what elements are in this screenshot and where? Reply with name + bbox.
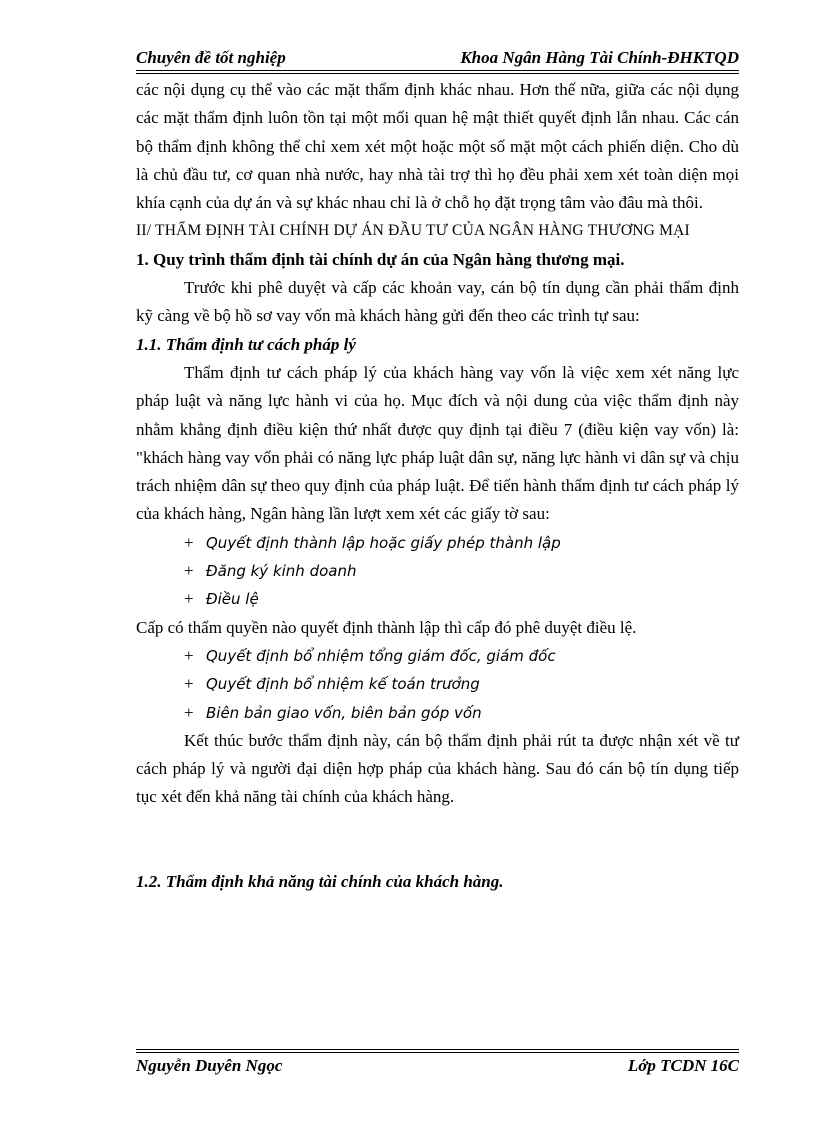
list-item-text: Biên bản giao vốn, biên bản góp vốn — [206, 703, 482, 722]
header-faculty: Khoa Ngân Hàng Tài Chính-ĐHKTQD — [460, 48, 739, 67]
list-item — [136, 670, 739, 698]
footer-rule-thin — [136, 1052, 739, 1053]
header-rule — [136, 70, 739, 71]
list-item-text: Quyết định bổ nhiệm tổng giám đốc, giám đốc — [206, 646, 556, 665]
plus-icon: + — [184, 589, 194, 609]
list-item-text: Đăng ký kinh doanh — [206, 562, 357, 581]
list-item — [136, 642, 739, 670]
plus-icon: + — [184, 532, 194, 552]
footer-rule — [136, 1049, 739, 1050]
page-footer — [136, 1056, 739, 1084]
heading-1: 1. Quy trình thẩm định tài chính dự án của Ngân hàng thương mại. — [136, 249, 625, 269]
page-header — [136, 44, 739, 72]
footer-author: Nguyễn Duyên Ngọc — [136, 1056, 283, 1075]
paragraph-3: Thẩm định tư cách pháp lý của khách hàng vay vốn là việc xem xét năng lực pháp luật và năng lực hành vi của họ. Mục đích và nội dung của việc thẩm định này nhằm khẳng định điều kiện thứ nhất được quy định tại điều 7 (điều kiện vay vốn) là: "khách hàng vay vốn phải có năng lực pháp luật dân sự, năng lực hành vi dân sự và chịu trách nhiệm dân sự theo quy định của pháp luật. Để tiến hành thẩm định tư cách pháp lý của khách hàng, Ngân hàng lần lượt xem xét các giấy tờ sau: — [136, 362, 739, 524]
list-item — [136, 585, 739, 613]
list-item-text: Điều lệ — [206, 590, 259, 609]
plus-icon: + — [184, 645, 194, 665]
paragraph-2: Trước khi phê duyệt và cấp các khoản vay, cán bộ tín dụng cần phải thẩm định kỹ càng về bộ hồ sơ vay vốn mà khách hàng gửi đến theo các trình tự sau: — [136, 278, 739, 326]
section-heading-ii: II/ THẨM ĐỊNH TÀI CHÍNH DỰ ÁN ĐẦU TƯ CỦA NGÂN HÀNG THƯƠNG MẠI — [136, 222, 690, 240]
plus-icon: + — [184, 702, 194, 722]
list-item — [136, 557, 739, 585]
plus-icon: + — [184, 561, 194, 581]
subheading-1-2: 1.2. Thẩm định khả năng tài chính của khách hàng. — [136, 871, 504, 891]
document-body — [136, 76, 739, 896]
list-item-text: Quyết định bổ nhiệm kế toán trưởng — [206, 675, 480, 694]
header-thesis-title: Chuyên đề tốt nghiệp — [136, 48, 286, 67]
paragraph-5: Kết thúc bước thẩm định này, cán bộ thẩm định phải rút ta được nhận xét về tư cách pháp lý và người đại diện hợp pháp của khách hàng. Sau đó cán bộ tín dụng tiếp tục xét đến khả năng tài chính của khách hàng. — [136, 730, 739, 807]
list-item-text: Quyết định thành lập hoặc giấy phép thành lập — [206, 533, 561, 552]
subheading-1-1: 1.1. Thẩm định tư cách pháp lý — [136, 334, 356, 354]
list-item — [136, 699, 739, 727]
plus-icon: + — [184, 674, 194, 694]
paragraph-4: Cấp có thẩm quyền nào quyết định thành lập thì cấp đó phê duyệt điều lệ. — [136, 617, 637, 637]
footer-class: Lớp TCDN 16C — [627, 1056, 739, 1075]
spacer — [136, 812, 739, 868]
header-rule-thin — [136, 73, 739, 74]
list-item — [136, 529, 739, 557]
paragraph-1: các nội dụng cụ thể vào các mặt thẩm định khác nhau. Hơn thế nữa, giữa các nội dụng các mặt thẩm định luôn tồn tại một mối quan hệ mật thiết quyết định lẫn nhau. Các cán bộ thẩm định không thể chỉ xem xét một hoặc một số mặt một cách phiến diện. Cho dù là chủ đầu tư, cơ quan nhà nước, hay nhà tài trợ thì họ đều phải xem xét toàn diện mọi khía cạnh của dự án và sự khác nhau chỉ là ở chỗ họ đặt trọng tâm vào đâu mà thôi. — [136, 80, 739, 213]
